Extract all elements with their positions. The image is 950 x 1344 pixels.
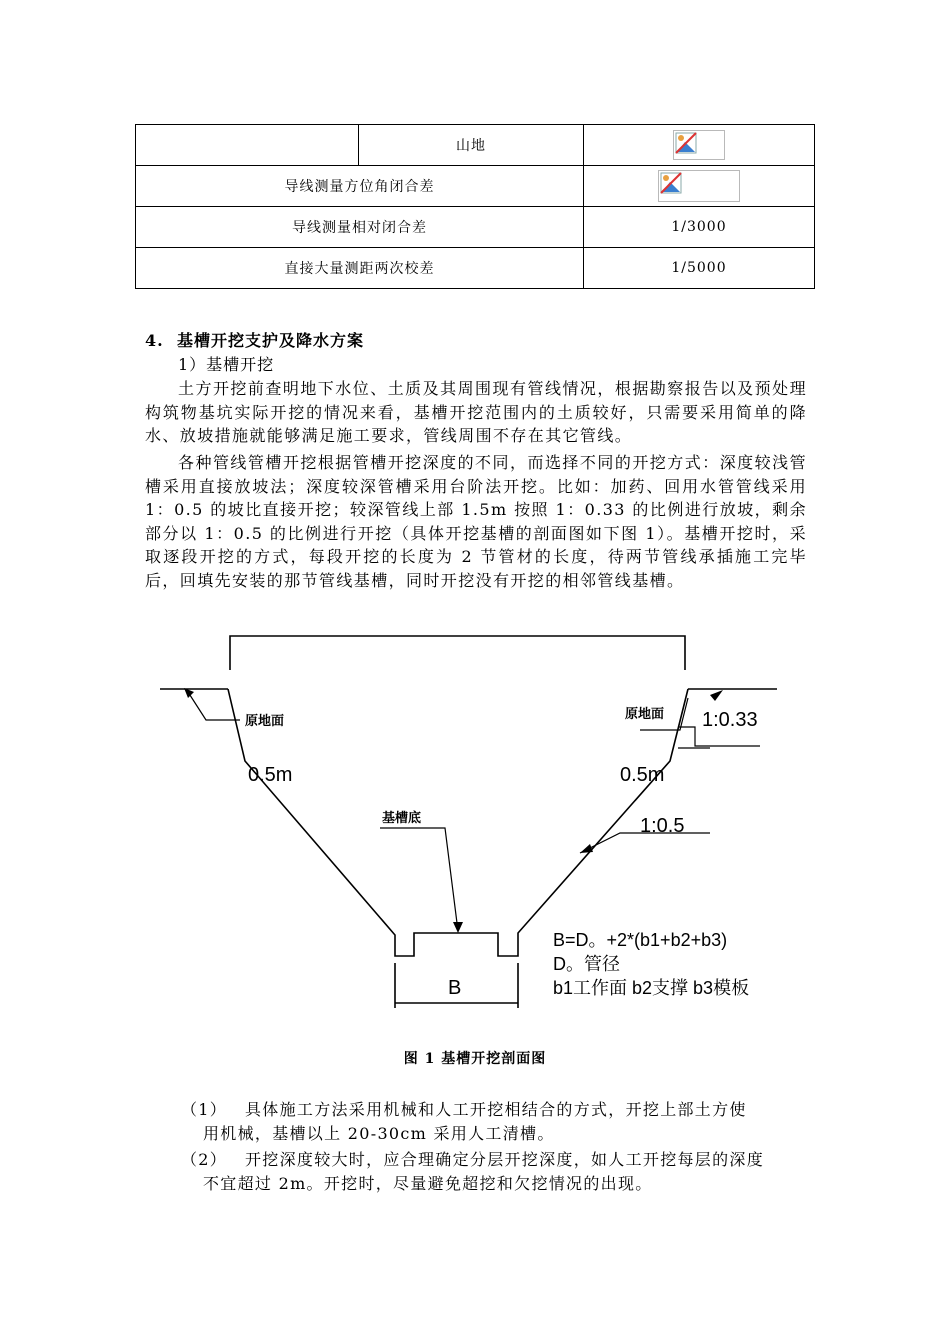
formula-line-3: b1工作面 b2支撑 b3模板: [553, 978, 750, 998]
table-cell: [584, 125, 815, 166]
table-cell: 导线测量相对闭合差: [136, 207, 584, 248]
section-number: 4.: [145, 331, 164, 350]
paragraph: 土方开挖前查明地下水位、土质及其周围现有管线情况，根据勘察报告以及预处理构筑物基坑实际开挖的情况来看，基槽开挖范围内的土质较好，只需要采用简单的降水、放坡措施就能够满足施工要求，管线周围不存在其它管线。: [145, 379, 807, 445]
broken-image-icon: [658, 170, 740, 202]
figure-caption: 图 1 基槽开挖剖面图: [403, 1051, 547, 1067]
list-item-text: 具体施工方法采用机械和人工开挖相结合的方式，开挖上部土方使: [245, 1100, 747, 1119]
label-slope-033: 1:0.33: [702, 709, 758, 731]
table-row: [136, 248, 815, 289]
survey-tolerance-table: [135, 124, 815, 289]
list-marker: （1）: [181, 1100, 228, 1119]
section-heading: [145, 328, 364, 351]
table-row: [136, 166, 815, 207]
list-item: [145, 1098, 807, 1145]
label-slope-05: 1:0.5: [640, 815, 685, 837]
table-cell: 山地: [359, 125, 584, 166]
list-item-text: 不宜超过 2m。开挖时，尽量避免超挖和欠挖情况的出现。: [203, 1173, 653, 1193]
subsection-heading: 1）基槽开挖: [178, 355, 275, 374]
table-row: [136, 207, 815, 248]
label-original-ground-left: 原地面: [245, 713, 285, 728]
label-width-b: B: [448, 977, 462, 999]
label-05m-left: 0.5m: [248, 764, 293, 786]
formula-line-1: B=D。+2*(b1+b2+b3): [553, 930, 728, 950]
table-row: [136, 125, 815, 166]
list-item-text: 用机械，基槽以上 20-30cm 采用人工清槽。: [203, 1123, 555, 1143]
formula-line-2: D。管径: [553, 954, 620, 974]
label-trench-bottom: 基槽底: [382, 810, 422, 825]
table-cell: 1/5000: [584, 248, 815, 289]
list-item: [145, 1148, 807, 1195]
trench-section-diagram: [150, 628, 790, 1018]
broken-image-icon: [673, 130, 725, 160]
table-cell: [584, 166, 815, 207]
table-cell: 直接大量测距两次校差: [136, 248, 584, 289]
list-item-text: 开挖深度较大时，应合理确定分层开挖深度，如人工开挖每层的深度: [245, 1150, 765, 1169]
label-original-ground-right: 原地面: [625, 706, 665, 721]
paragraph: 各种管线管槽开挖根据管槽开挖深度的不同，而选择不同的开挖方式：深度较浅管槽采用直接放坡法；深度较深管槽采用台阶法开挖。比如：加药、回用水管管线采用 1：0.5 的坡比直接开挖；较深管线上部 1.5m 按照 1：0.33 的比例进行放坡，剩余部分以 1：0.5 的比例进行开挖（具体开挖基槽的剖面图如下图 1）。基槽开挖时，采取逐段开挖的方式，每段开挖的长度为 2 节管材的长度，待两节管线承插施工完毕后，回填先安装的那节管线基槽，同时开挖没有开挖的相邻管线基槽。: [145, 453, 807, 590]
list-marker: （2）: [181, 1150, 228, 1169]
section-title: 基槽开挖支护及降水方案: [177, 331, 365, 350]
label-05m-right: 0.5m: [620, 764, 665, 786]
table-cell: 1/3000: [584, 207, 815, 248]
table-cell: [136, 125, 359, 166]
table-cell: 导线测量方位角闭合差: [136, 166, 584, 207]
